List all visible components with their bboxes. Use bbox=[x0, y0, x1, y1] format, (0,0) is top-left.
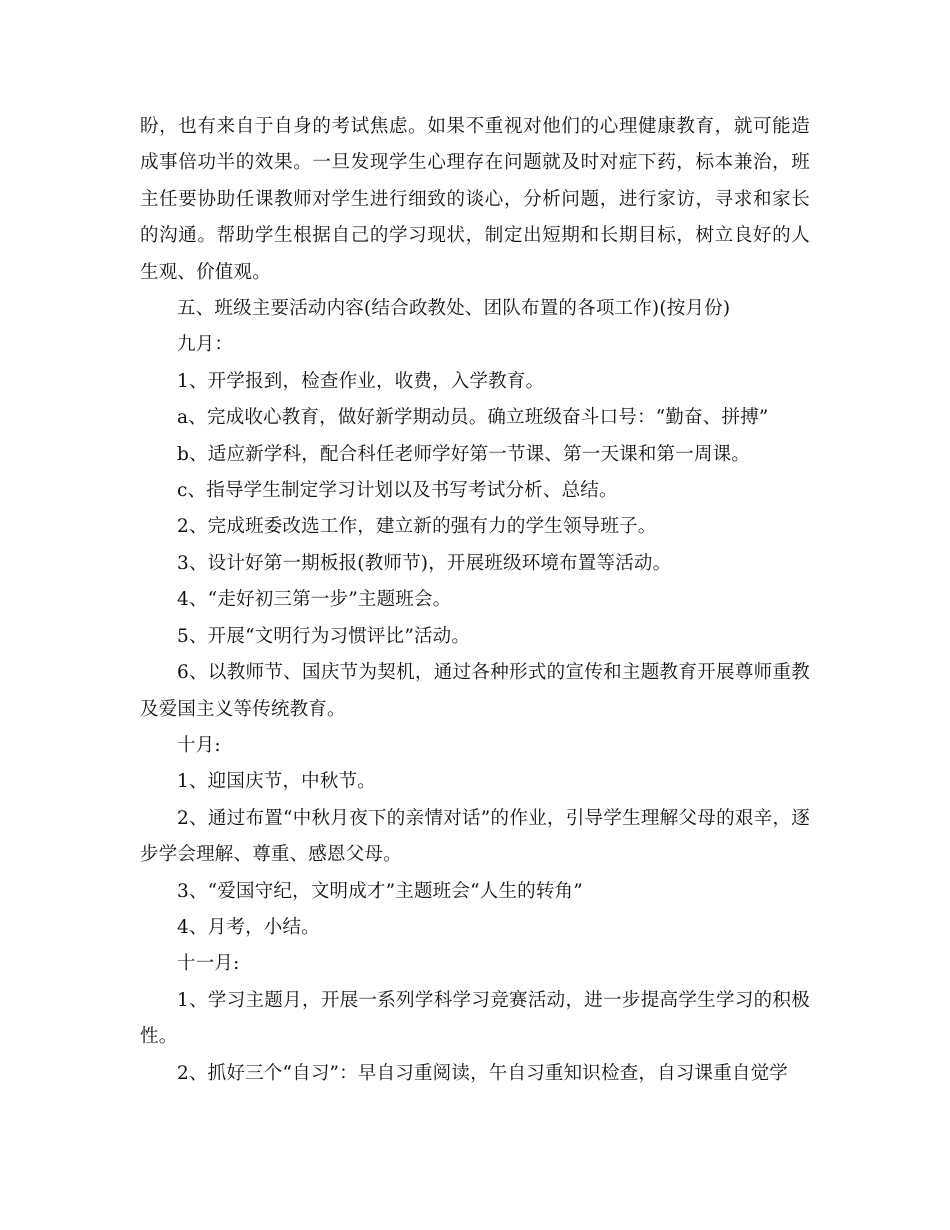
paragraph: 2、完成班委改选工作，建立新的强有力的学生领导班子。 bbox=[177, 516, 657, 538]
paragraph: 五、班级主要活动内容(结合政教处、团队布置的各项工作)(按月份) bbox=[177, 298, 731, 320]
paragraph: 2、抓好三个“自习”：早自习重阅读，午自习重知识检查，自习课重自觉学 bbox=[177, 1062, 788, 1084]
paragraph: 十月: bbox=[177, 734, 221, 756]
paragraph: 盼，也有来自于自身的考试焦虑。如果不重视对他们的心理健康教育，就可能造成事倍功半的效果。一旦发现学生心理存在问题就及时对症下药，标本兼治，班主任要协助任课教师对学生进行细致的谈心，分析问题，进行家访，寻求和家长的沟通。帮助学生根据自己的学习现状，制定出短期和长期目标，树立良好的人生观、价值观。 bbox=[140, 116, 810, 283]
paragraph: 4、“走好初三第一步”主题班会。 bbox=[177, 589, 452, 611]
paragraph: b、适应新学科，配合科任老师学好第一节课、第一天课和第一周课。 bbox=[177, 443, 751, 465]
paragraph: 3、设计好第一期板报(教师节)，开展班级环境布置等活动。 bbox=[177, 552, 672, 574]
paragraph: 1、学习主题月，开展一系列学科学习竞赛活动，进一步提高学生学习的积极性。 bbox=[140, 989, 810, 1048]
paragraph: 6、以教师节、国庆节为契机，通过各种形式的宣传和主题教育开展尊师重教及爱国主义等传统教育。 bbox=[140, 662, 810, 720]
paragraph: a、完成收心教育，做好新学期动员。确立班级奋斗口号：“勤奋、拼搏” bbox=[177, 407, 769, 429]
paragraph: 十一月: bbox=[177, 953, 240, 975]
document-body bbox=[140, 109, 810, 1092]
paragraph: 2、通过布置“中秋月夜下的亲情对话”的作业，引导学生理解父母的艰辛，逐步学会理解、尊重、感恩父母。 bbox=[140, 807, 810, 866]
paragraph: c、指导学生制定学习计划以及书写考试分析、总结。 bbox=[177, 480, 618, 502]
paragraph: 5、开展“文明行为习惯评比”活动。 bbox=[177, 625, 471, 647]
paragraph: 1、迎国庆节，中秋节。 bbox=[177, 771, 376, 793]
paragraph: 4、月考，小结。 bbox=[177, 916, 320, 938]
paragraph: 3、“爱国守纪，文明成才”主题班会“人生的转角” bbox=[177, 880, 583, 902]
paragraph: 1、开学报到，检查作业，收费，入学教育。 bbox=[177, 370, 545, 392]
paragraph: 九月： bbox=[177, 334, 234, 356]
